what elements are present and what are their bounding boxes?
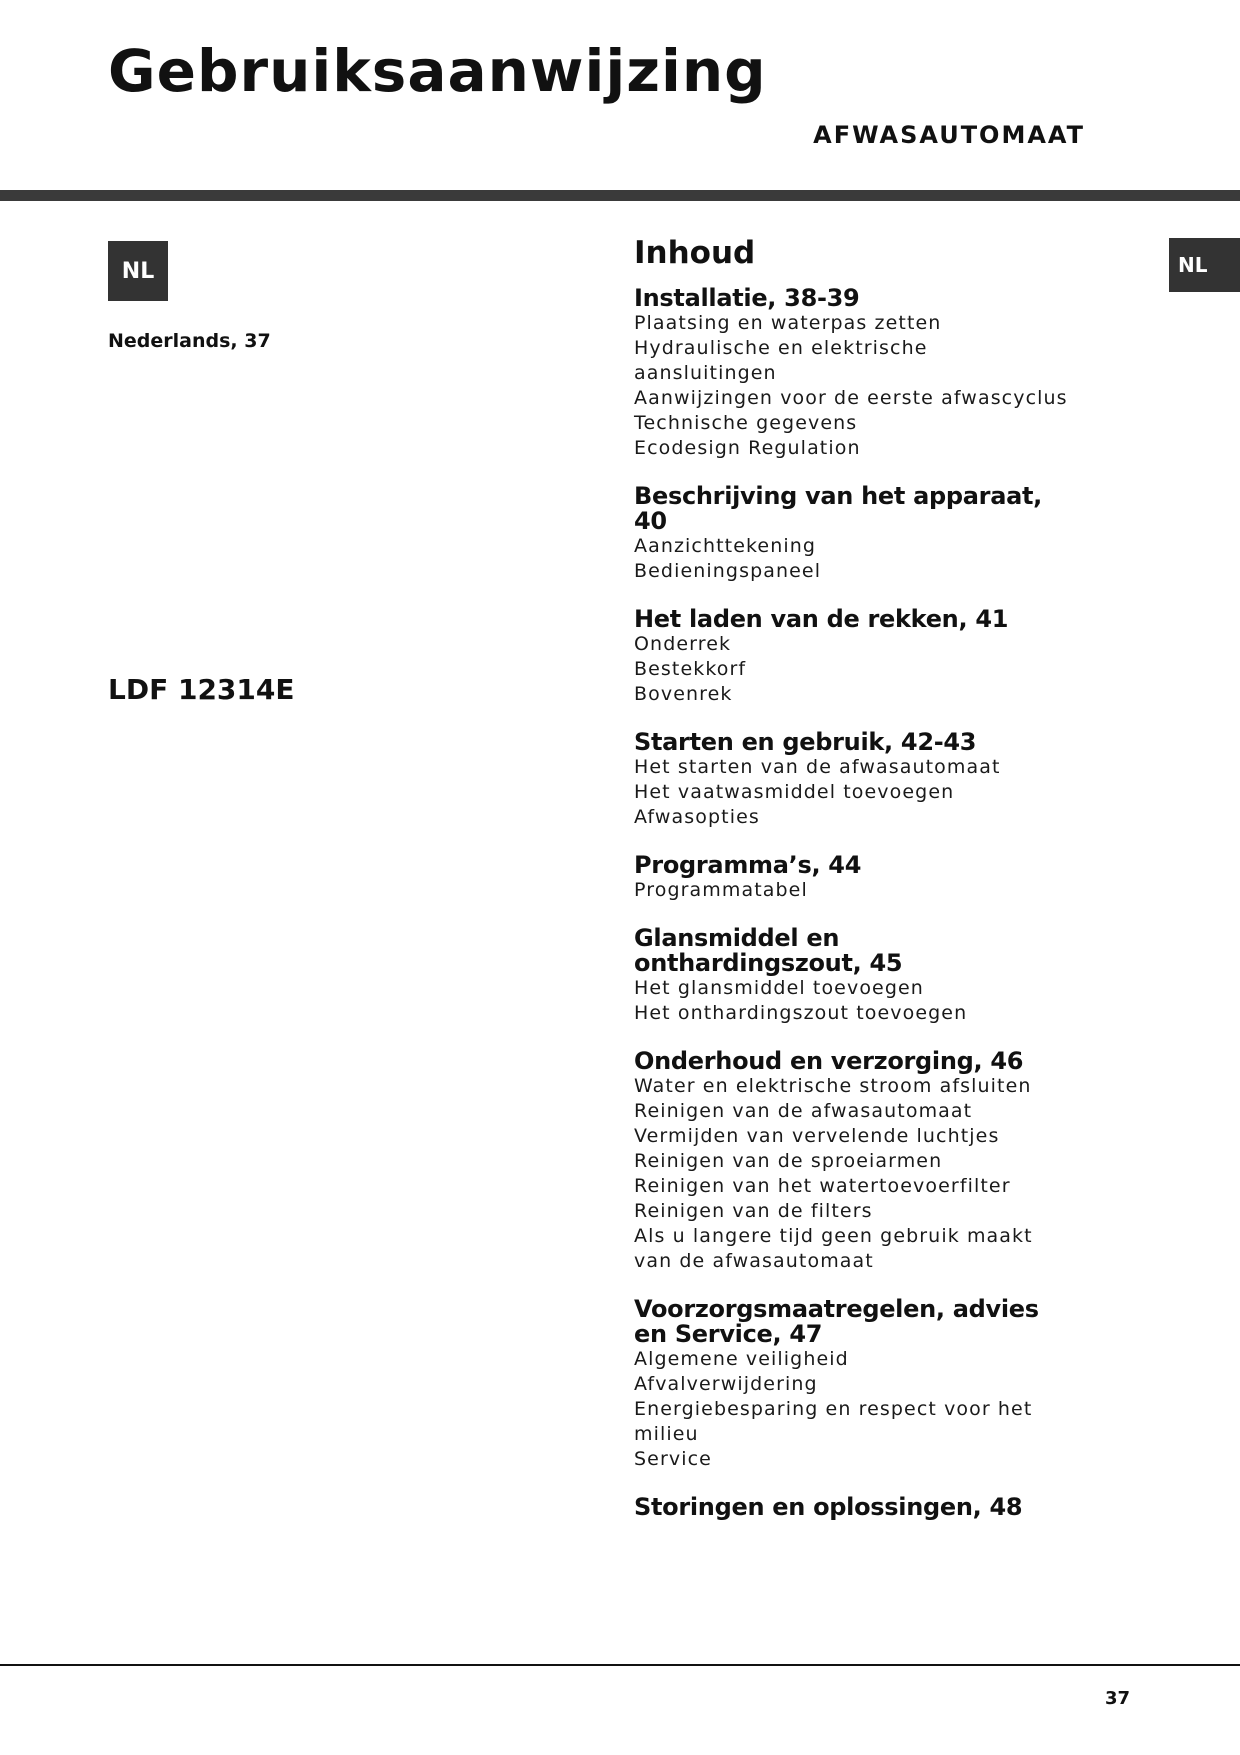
toc-section-heading: Beschrijving van het apparaat, 40 <box>634 482 1042 536</box>
toc-section-heading: Installatie, 38-39 <box>634 284 860 313</box>
toc-item: Bedieningspaneel <box>634 560 822 583</box>
toc-section <box>634 1049 1074 1274</box>
toc-item: Afvalverwijdering <box>634 1373 818 1396</box>
toc-item: Hydraulische en elektrische aansluitingen <box>634 337 928 385</box>
toc-item: Bestekkorf <box>634 658 747 681</box>
toc-item: Onderrek <box>634 633 732 656</box>
toc-section-heading: Starten en gebruik, 42-43 <box>634 728 977 757</box>
toc-item: Afwasopties <box>634 806 760 829</box>
model-number: LDF 12314E <box>108 673 295 706</box>
toc-item: Het glansmiddel toevoegen <box>634 977 924 1000</box>
toc-section-heading: Onderhoud en verzorging, 46 <box>634 1047 1024 1076</box>
document-title: Gebruiksaanwijzing <box>108 37 767 105</box>
toc-item: Reinigen van de sproeiarmen <box>634 1150 943 1173</box>
toc-item: Bovenrek <box>634 683 733 706</box>
toc-item: Het vaatwasmiddel toevoegen <box>634 781 955 804</box>
toc-section <box>634 1495 1074 1520</box>
toc-section <box>634 286 1074 461</box>
product-type: AFWASAUTOMAAT <box>813 121 1085 149</box>
toc-section <box>634 853 1074 903</box>
toc-item: Aanzichttekening <box>634 535 817 558</box>
toc-item: Het starten van de afwasautomaat <box>634 756 1001 779</box>
toc-item: Ecodesign Regulation <box>634 437 861 460</box>
page-number: 37 <box>1105 1688 1131 1709</box>
toc-section <box>634 484 1074 584</box>
header-divider <box>0 190 1240 201</box>
toc-item: Technische gegevens <box>634 412 858 435</box>
toc-section-heading: Het laden van de rekken, 41 <box>634 605 1009 634</box>
toc-section <box>634 1297 1074 1472</box>
toc-item: Water en elektrische stroom afsluiten <box>634 1075 1032 1098</box>
toc-item: Aanwijzingen voor de eerste afwascyclus <box>634 387 1068 410</box>
language-badge: NL <box>108 241 168 301</box>
toc-item: Het onthardingszout toevoegen <box>634 1002 968 1025</box>
footer-divider <box>0 1664 1240 1666</box>
toc-section-heading: Storingen en oplossingen, 48 <box>634 1493 1023 1522</box>
toc-item: Energiebesparing en respect voor het milieu <box>634 1398 1033 1446</box>
toc-sections <box>634 286 1074 1520</box>
toc-item: Service <box>634 1448 712 1471</box>
toc-item: Algemene veiligheid <box>634 1348 849 1371</box>
language-tab: NL <box>1169 238 1240 292</box>
toc-item: Programmatabel <box>634 879 808 902</box>
toc-section-heading: Glansmiddel en onthardingszout, 45 <box>634 924 903 978</box>
toc-section <box>634 730 1074 830</box>
toc-item: Reinigen van de filters <box>634 1200 873 1223</box>
toc-title: Inhoud <box>634 235 756 271</box>
toc-item: Plaatsing en waterpas zetten <box>634 312 942 335</box>
toc-section <box>634 926 1074 1026</box>
toc-item: Reinigen van de afwasautomaat <box>634 1100 973 1123</box>
toc-item: Reinigen van het watertoevoerfilter <box>634 1175 1011 1198</box>
toc-section-heading: Programma’s, 44 <box>634 851 862 880</box>
toc-section <box>634 607 1074 707</box>
language-reference: Nederlands, 37 <box>108 330 271 352</box>
toc-item: Als u langere tijd geen gebruik maakt van de afwasautomaat <box>634 1225 1033 1273</box>
toc-section-heading: Voorzorgsmaatregelen, advies en Service, 47 <box>634 1295 1039 1349</box>
toc-item: Vermijden van vervelende luchtjes <box>634 1125 1000 1148</box>
table-of-contents <box>634 235 1074 1543</box>
